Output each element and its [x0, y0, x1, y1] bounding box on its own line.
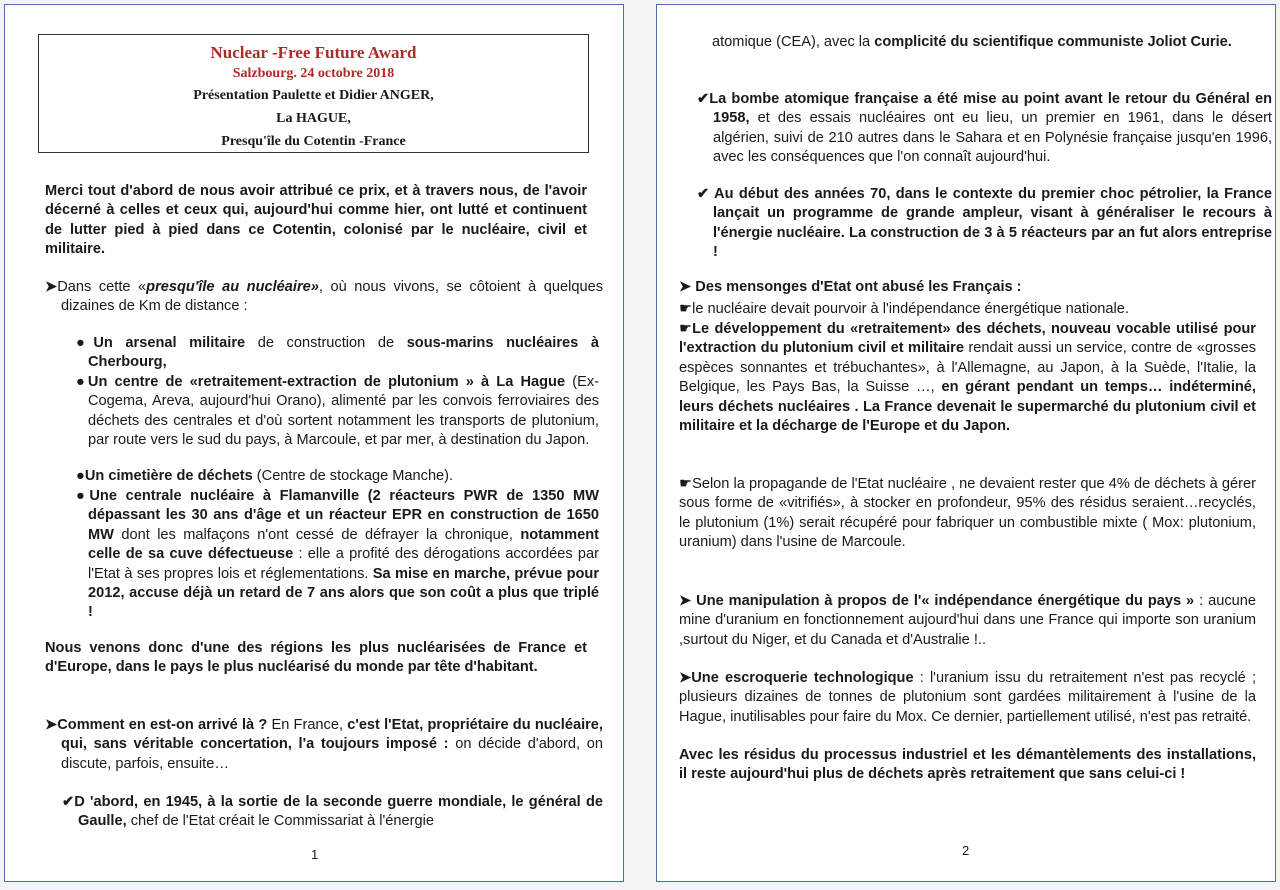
intro-paragraph: Merci tout d'abord de nous avoir attribué ce prix, et à travers nous, de l'avoir décerné à celles et ceux qui, aujourd'hui comme hier, ont lutté et continuent de lutter pied à pied dans ce Cotentin, colonisé par le nucléaire, civil et militaire.	[45, 183, 587, 258]
bullet-arsenal: ●Un arsenal militaire de construction de sous-marins nucléaires à Cherbourg,	[76, 335, 599, 371]
retraitement-item: ☛Le développement du «retraitement» des déchets, nouveau vocable utilisé pour l'extraction du plutonium civil et militaire rendait aussi un service, contre de «grosses espèces sonnantes et trébuchantes», à l'Allemagne, au Japon, à la Suède, l'Italie, la Belgique, les Pays Bas, la Suisse …, en gérant pendant un temps… indéterminé, leurs déchets nucléaires . La France devenait le supermarché du plutonium civil et militaire et la décharge de l'Europe et du Japon.	[679, 321, 1256, 435]
arrow-marker-icon: ➤	[679, 670, 692, 686]
bullet-dot-icon: ●	[76, 335, 94, 351]
check-marker-icon: ✔	[62, 794, 75, 810]
comment-paragraph: ➤Comment en est-on arrivé là ? En France, c'est l'Etat, propriétaire du nucléaire, qui, sans véritable concertation, l'a toujours imposé : on décide d'abord, on discute, parfois, ensuite…	[45, 717, 603, 772]
document-page-2	[656, 4, 1276, 882]
bullet-cimetiere: ●Un cimetière de déchets (Centre de stockage Manche).	[76, 468, 454, 484]
conclusion-paragraph: Nous venons donc d'une des régions les plus nucléarisées de France et d'Europe, dans le pays le plus nucléarisé du monde par tête d'habitant.	[45, 640, 587, 676]
title-box	[38, 34, 589, 153]
arrow-marker-icon: ➤	[679, 593, 692, 609]
check-marker-icon: ✔	[697, 91, 710, 107]
propagande-item: ☛Selon la propagande de l'Etat nucléaire , ne devaient rester que 4% de déchets à gérer sous forme de «vitrifiés», à stocker en profondeur, 95% des résidus seraient…recyclés, le plutonium (1%) serait récupéré pour fabriquer un combustible mixte ( Mox: plutonium, uranium) dans l'usine de Marcoule.	[679, 476, 1256, 551]
arrow-marker-icon: ➤	[679, 279, 692, 295]
pointing-hand-icon: ☛	[679, 476, 693, 492]
place-line: La HAGUE,	[276, 111, 351, 126]
event-subtitle: Salzbourg. 24 octobre 2018	[232, 66, 395, 81]
pointing-hand-icon: ☛	[679, 321, 693, 337]
bullet-dot-icon: ●	[76, 468, 85, 484]
paragraph-1945: ✔D 'abord, en 1945, à la sortie de la seconde guerre mondiale, le général de Gaulle, chef de l'Etat créait le Commissariat à l'énergie	[62, 794, 603, 830]
bullet-retraitement: ●Un centre de «retraitement-extraction de plutonium » à La Hague (Ex- Cogema, Areva, aujourd'hui Orano), alimenté par les convois ferroviaires des déchets des centrales et d'où sortent notamment les transports de plutonium, par route vers le sud du pays, à Marcoule, et par mer, à destination du Japon.	[76, 374, 599, 449]
bombe-paragraph: ✔La bombe atomique française a été mise au point avant le retour du Général en 1958, et des essais nucléaires ont eu lieu, un premier en 1961, dans le désert algérien, suivi de 210 autres dans le Sahara et en Polynésie française jusqu'en 1996, avec les conséquences que l'on connaît aujourd'hui.	[697, 91, 1272, 166]
annees70-paragraph: ✔ Au début des années 70, dans le contexte du premier choc pétrolier, la France lançait un programme de grande ampleur, visant à généraliser le recours à l'énergie nucléaire. La construction de 3 à 5 réacteurs par an fut alors entreprise !	[697, 186, 1272, 261]
page-number: 2	[962, 843, 970, 858]
bullet-dot-icon: ●	[76, 488, 90, 504]
arrow-marker-icon: ➤	[45, 279, 58, 295]
presquile-paragraph: ➤Dans cette «presqu'île au nucléaire», où nous vivons, se côtoient à quelques dizaines de Km de distance :	[45, 279, 603, 315]
mensonges-heading: ➤ Des mensonges d'Etat ont abusé les Français :	[679, 279, 1022, 295]
presenters-line: Présentation Paulette et Didier ANGER,	[193, 88, 434, 103]
document-page-1	[4, 4, 624, 882]
check-marker-icon: ✔	[697, 186, 710, 202]
indep-item: ☛le nucléaire devait pourvoir à l'indépendance énergétique nationale.	[679, 301, 1129, 317]
escroquerie-paragraph: ➤Une escroquerie technologique : l'uranium issu du retraitement n'est pas recyclé ; plusieurs dizaines de tonnes de plutonium sont gardées militairement à l'usine de la Hague, inutilisables pour faire du Mox. Ce dernier, partiellement utilisé, n'est pas retraité.	[679, 670, 1257, 725]
cea-continuation: atomique (CEA), avec la complicité du scientifique communiste Joliot Curie.	[712, 34, 1232, 50]
region-line: Presqu'île du Cotentin -France	[221, 134, 406, 149]
manipulation-paragraph: ➤ Une manipulation à propos de l'« indépendance énergétique du pays » : aucune mine d'uranium en fonctionnement aujourd'hui dans une France qui importe son uranium ,surtout du Niger, et du Canada et d'Australie !..	[679, 593, 1256, 648]
pointing-hand-icon: ☛	[679, 301, 693, 317]
award-title: Nuclear -Free Future Award	[210, 43, 417, 62]
arrow-marker-icon: ➤	[45, 717, 58, 733]
bullet-dot-icon: ●	[76, 374, 88, 390]
final-paragraph: Avec les résidus du processus industriel et les démantèlements des installations, il reste aujourd'hui plus de déchets après retraitement que sans celui-ci !	[679, 747, 1256, 783]
page-number: 1	[311, 847, 319, 862]
bullet-flamanville: ●Une centrale nucléaire à Flamanville (2 réacteurs PWR de 1350 MW dépassant les 30 ans d'âge et un réacteur EPR en construction de 1650 MW dont les malfaçons n'ont cessé de défrayer la chronique, notamment celle de sa cuve défectueuse : elle a profité des dérogations accordées par l'Etat à ses propres lois et réglementations. Sa mise en marche, prévue pour 2012, accuse déjà un retard de 7 ans alors que son coût a plus que triplé !	[76, 488, 600, 621]
